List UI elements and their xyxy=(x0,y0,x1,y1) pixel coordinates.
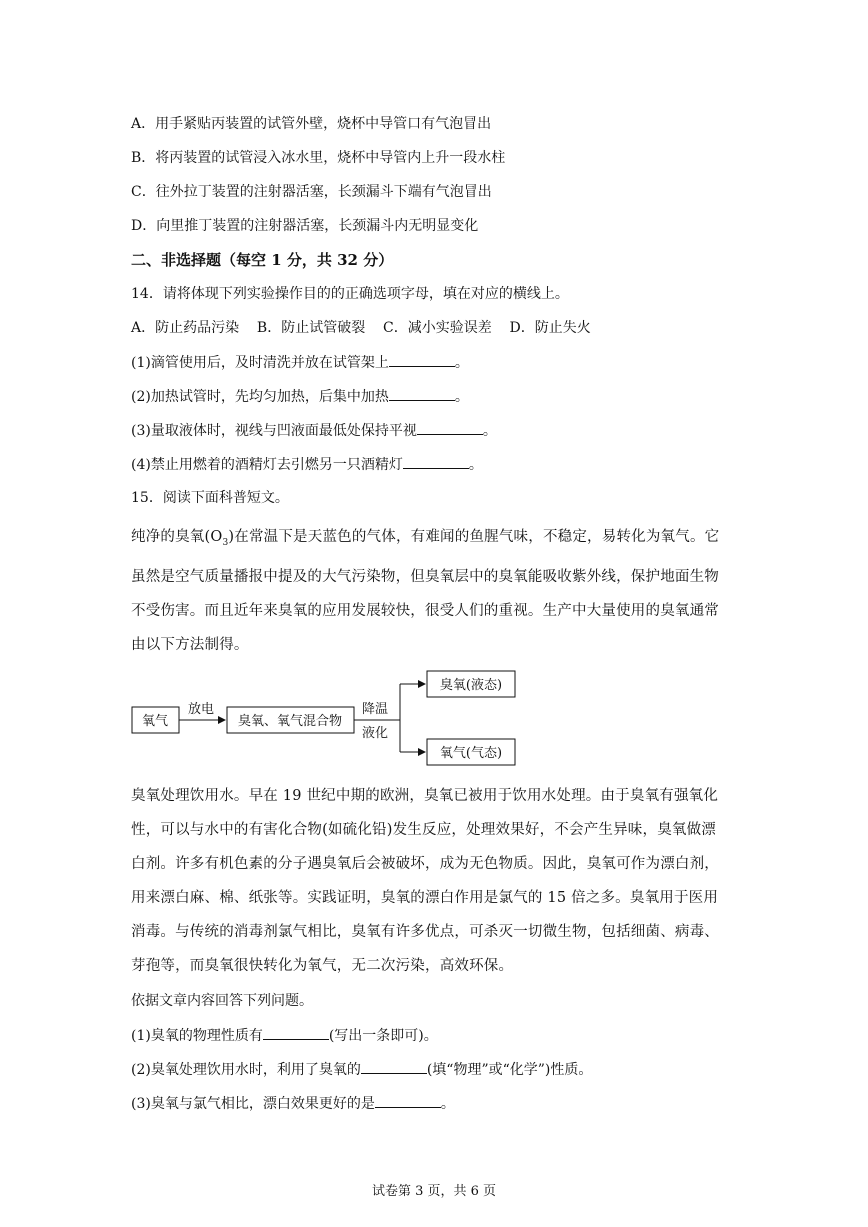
q14-item-end: 。 xyxy=(468,457,483,473)
q15-paragraph-2 xyxy=(131,779,743,983)
answer-blank[interactable] xyxy=(417,420,483,435)
q14-item-3-text: (3)量取液体时，视线与凹液面最低处保持平视 xyxy=(131,423,417,439)
o3-subscript: 3 xyxy=(222,537,229,548)
para1-line-1 xyxy=(131,520,743,560)
answer-blank[interactable] xyxy=(375,1093,441,1108)
answer-blank[interactable] xyxy=(361,1059,427,1074)
q14-item-2-text: (2)加热试管时，先均匀加热，后集中加热 xyxy=(131,389,389,405)
para1-text-a: 纯净的臭氧(O xyxy=(131,529,223,545)
ozone-liquid-label: 臭氧(液态) xyxy=(439,678,503,693)
q14-item-3 xyxy=(131,420,497,441)
option-b: B．将丙装置的试管浸入冰水里，烧杯中导管内上升一段水柱 xyxy=(131,150,506,166)
mixture-label: 臭氧、氧气混合物 xyxy=(237,714,343,729)
ozone-production-diagram xyxy=(125,665,525,770)
q14-item-end: 。 xyxy=(454,355,469,371)
q15-sub-3 xyxy=(131,1093,455,1114)
para2-line-4: 用来漂白麻、棉、纸张等。实践证明，臭氧的漂白作用是氯气的 15 倍之多。臭氧用于医用 xyxy=(131,890,719,906)
q15-sub-2-pre: (2)臭氧处理饮用水时，利用了臭氧的 xyxy=(131,1062,361,1078)
answer-blank[interactable] xyxy=(389,352,455,367)
liquefy-label: 液化 xyxy=(361,726,389,741)
q15-paragraph-1 xyxy=(131,520,743,662)
q15-sub-2 xyxy=(131,1059,592,1080)
para2-line-2: 性，可以与水中的有害化合物(如硫化铅)发生反应，处理效果好，不会产生异味，臭氧做漂 xyxy=(131,822,717,838)
q14-item-1-text: (1)滴管使用后，及时清洗并放在试管架上 xyxy=(131,355,389,371)
para1-line-3: 不受伤害。而且近年来臭氧的应用发展较快，很受人们的重视。生产中大量使用的臭氧通常 xyxy=(131,602,719,619)
q15-sub-1-post: (写出一条即可)。 xyxy=(328,1028,438,1044)
q14-item-end: 。 xyxy=(482,423,497,439)
q15-stem: 15．阅读下面科普短文。 xyxy=(131,490,289,506)
para2-line-5: 消毒。与传统的消毒剂氯气相比，臭氧有许多优点，可杀灭一切微生物，包括细菌、病毒、 xyxy=(131,924,719,940)
q14-stem: 14．请将体现下列实验操作目的的正确选项字母，填在对应的横线上。 xyxy=(131,286,569,302)
option-d: D．向里推丁装置的注射器活塞，长颈漏斗内无明显变化 xyxy=(131,218,479,234)
answer-blank[interactable] xyxy=(389,386,455,401)
q15-sub-1-pre: (1)臭氧的物理性质有 xyxy=(131,1028,263,1044)
oxygen-label: 氧气 xyxy=(141,714,169,729)
para1-line-4: 由以下方法制得。 xyxy=(131,636,249,653)
q15-ask: 依据文章内容回答下列问题。 xyxy=(131,993,313,1009)
para2-line-6: 芽孢等，而臭氧很快转化为氧气，无二次污染，高效环保。 xyxy=(131,958,514,974)
answer-blank[interactable] xyxy=(263,1025,329,1040)
para2-line-1: 臭氧处理饮用水。早在 19 世纪中期的欧洲，臭氧已被用于饮用水处理。由于臭氧有强氧化 xyxy=(131,788,719,804)
page-footer: 试卷第 3 页，共 6 页 xyxy=(371,1184,497,1199)
q15-sub-2-post: (填“物理”或“化学”)性质。 xyxy=(426,1062,593,1078)
q15-sub-1 xyxy=(131,1025,438,1046)
option-c: C．往外拉丁装置的注射器活塞，长颈漏斗下端有气泡冒出 xyxy=(131,184,492,200)
q14-item-4-text: (4)禁止用燃着的酒精灯去引燃另一只酒精灯 xyxy=(131,457,403,473)
para2-line-3: 白剂。许多有机色素的分子遇臭氧后会被破坏，成为无色物质。因此，臭氧可作为漂白剂， xyxy=(131,856,719,872)
section-heading: 二、非选择题（每空 1 分，共 32 分） xyxy=(131,251,394,269)
q14-item-end: 。 xyxy=(454,389,469,405)
q15-sub-3-pre: (3)臭氧与氯气相比，漂白效果更好的是 xyxy=(131,1096,375,1112)
discharge-label: 放电 xyxy=(187,702,215,717)
oxygen-gas-label: 氧气(气态) xyxy=(439,746,503,761)
q14-item-2 xyxy=(131,386,469,407)
para1-line-2: 虽然是空气质量播报中提及的大气污染物，但臭氧层中的臭氧能吸收紫外线，保护地面生物 xyxy=(131,568,719,585)
option-a: A．用手紧贴丙装置的试管外壁，烧杯中导管口有气泡冒出 xyxy=(131,116,492,132)
q14-item-1 xyxy=(131,352,469,373)
answer-blank[interactable] xyxy=(403,454,469,469)
cooling-label: 降温 xyxy=(361,702,389,717)
para1-text-b: )在常温下是天蓝色的气体，有难闻的鱼腥气味，不稳定，易转化为氧气。它 xyxy=(228,529,720,545)
q14-choices: A．防止药品污染 B．防止试管破裂 C．减小实验误差 D．防止失火 xyxy=(131,320,591,336)
q14-item-4 xyxy=(131,454,483,475)
q15-sub-3-post: 。 xyxy=(440,1096,455,1112)
